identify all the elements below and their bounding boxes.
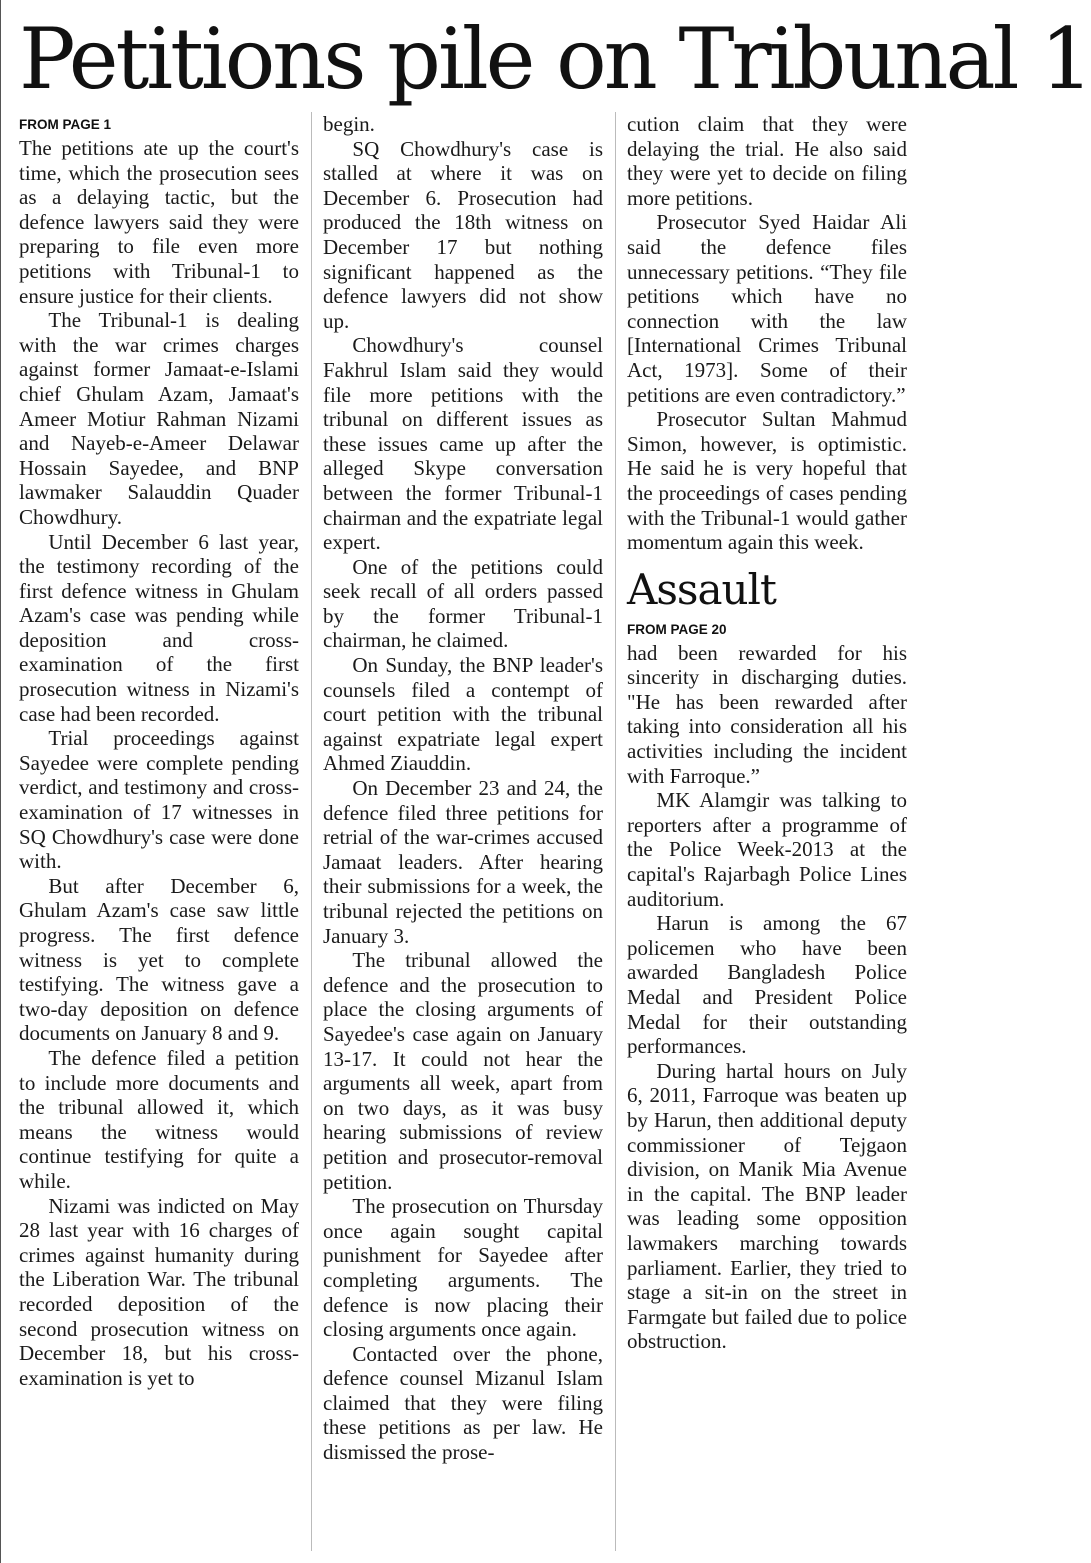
article-paragraph: Chowdhury's counsel Fakhrul Islam said they would file more petitions with the tribunal on different issues as these issues came up after the alleged Skype conversation between the former Tribunal-1 chairman and the expatriate legal expert. xyxy=(323,333,603,555)
assault-headline: Assault xyxy=(627,564,776,614)
article-paragraph: begin. xyxy=(323,112,375,136)
article-paragraph: On December 23 and 24, the defence filed three petitions for retrial of the war-crimes accused Jamaat leaders. After hearing their submissions for a week, the tribunal rejected the petitions on January 3. xyxy=(323,776,603,948)
article-paragraph: But after December 6, Ghulam Azam's case saw little progress. The first defence witness is yet to complete testifying. The witness gave a two-day deposition on defence documents on January 8 and 9. xyxy=(19,873,299,1046)
article-kicker: FROM PAGE 1 xyxy=(19,117,112,132)
article-paragraph: Trial proceedings against Sayedee were complete pending verdict, and testimony and cross-examination of 17 witnesses in SQ Chowdhury's case were done with. xyxy=(19,726,299,874)
article-paragraph: SQ Chowdhury's case is stalled at where it was on December 6. Prosecution had produced the 18th witness on December 17 but nothing significant happened as the defence lawyers did not show up. xyxy=(323,136,603,333)
article-paragraph: The defence filed a petition to include more documents and the tribunal allowed it, which means the witness would continue testifying for quite a while. xyxy=(19,1045,299,1193)
article-paragraph: Prosecutor Syed Haidar Ali said the defence files unnecessary petitions. “They file petitions which have no connection with the law [International Crimes Tribunal Act, 1973]. Some of their petitions are even contradictory.” xyxy=(627,210,907,407)
article-paragraph: The petitions ate up the court's time, which the prosecution sees as a delaying tactic, but the defence lawyers said they were preparing to file even more petitions with Tribunal-1 to ensure justice for their clients. xyxy=(19,136,299,308)
article-paragraph: On Sunday, the BNP leader's counsels filed a contempt of court petition with the tribunal against expatriate legal expert Ahmed Ziauddin. xyxy=(323,653,603,776)
assault-paragraph: During hartal hours on July 6, 2011, Farroque was beaten up by Harun, then additional deputy commissioner of Tejgaon division, on Manik Mia Avenue in the capital. The BNP leader was leading some opposition lawmakers marching towards parliament. Earlier, they tried to stage a sit-in on the street in Farmgate but failed due to police obstruction. xyxy=(627,1058,907,1354)
article-paragraph: The prosecution on Thursday once again sought capital punishment for Sayedee after completing arguments. The defence is now placing their closing arguments once again. xyxy=(323,1194,603,1342)
article-column-2 xyxy=(323,112,603,1465)
article-paragraph: cution claim that they were delaying the trial. He also said they were yet to decide on filing more petitions. xyxy=(627,112,907,210)
article-paragraph: The Tribunal-1 is dealing with the war crimes charges against former Jamaat-e-Islami chief Ghulam Azam, Jamaat's Ameer Motiur Rahman Nizami and Nayeb-e-Ameer Delawar Hossain Sayedee, and BNP lawmaker Salauddin Quader Chowdhury. xyxy=(19,308,299,529)
assault-paragraph: had been rewarded for his sincerity in discharging duties. "He has been rewarded after taking into consideration all his activities including the incident with Farroque.” xyxy=(627,640,907,788)
article-paragraph: Contacted over the phone, defence counsel Mizanul Islam claimed that they were filing these petitions as per law. He dismissed the prose- xyxy=(323,1341,603,1465)
article-paragraph: One of the petitions could seek recall of all orders passed by the former Tribunal-1 chairman, he claimed. xyxy=(323,554,603,653)
article-headline: Petitions pile on Tribunal 1 xyxy=(19,10,1091,108)
article-column-3 xyxy=(627,112,907,1354)
article-column-1 xyxy=(19,112,299,1390)
article-paragraph: Nizami was indicted on May 28 last year with 16 charges of crimes against humanity during the Liberation War. The tribunal recorded deposition of the second prosecution witness on December 18, but his cross-examination is yet to xyxy=(19,1193,299,1390)
assault-paragraph: MK Alamgir was talking to reporters after a programme of the Police Week-2013 at the capital's Rajarbagh Police Lines auditorium. xyxy=(627,788,907,911)
column-divider xyxy=(311,112,312,1551)
assault-kicker: FROM PAGE 20 xyxy=(627,621,727,637)
article-paragraph: Prosecutor Sultan Mahmud Simon, however, is optimistic. He said he is very hopeful that the proceedings of cases pending with the Tribunal-1 would gather momentum again this week. xyxy=(627,407,907,555)
assault-paragraph: Harun is among the 67 policemen who have been awarded Bangladesh Police Medal and President Police Medal for their outstanding performances. xyxy=(627,911,907,1059)
article-paragraph: Until December 6 last year, the testimony recording of the first defence witness in Ghulam Azam's case was pending while deposition and cross-examination of the first prosecution witness in Nizami's case had been recorded. xyxy=(19,529,299,726)
article-paragraph: The tribunal allowed the defence and the prosecution to place the closing arguments of Sayedee's case again on January 13-17. It could not hear the arguments all week, apart from on two days, as it was busy hearing submissions of review petition and prosecutor-removal petition. xyxy=(323,948,603,1194)
column-divider xyxy=(615,112,616,1551)
